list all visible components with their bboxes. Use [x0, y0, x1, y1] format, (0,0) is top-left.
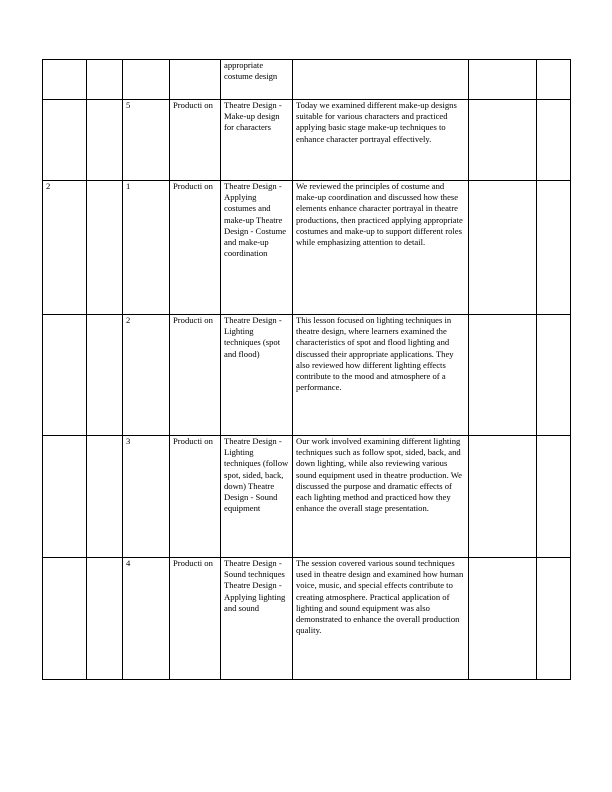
lesson-cell	[123, 100, 170, 181]
week-cell	[43, 60, 87, 100]
notes-cell	[293, 181, 469, 315]
lesson-cell	[123, 315, 170, 436]
empty-cell	[87, 436, 123, 558]
topic-cell	[221, 436, 293, 558]
empty-cell	[469, 60, 537, 100]
strand-cell	[170, 100, 221, 181]
strand-cell	[170, 558, 221, 680]
topic-cell	[221, 558, 293, 680]
strand-cell	[170, 315, 221, 436]
empty-cell	[537, 181, 571, 315]
notes-text: This lesson focused on lighting techniques in theatre design, where learners examined the characteristics of spot and flood lighting and discussed their appropriate applications. They also reviewed how different lighting effects contribute to the mood and atmosphere of a performance.	[296, 315, 454, 393]
notes-text: We reviewed the principles of costume and make-up coordination and discussed how these elements enhance character portrayal in theatre productions, then practiced applying appropriate costumes and make-up to support different roles while emphasizing attention to detail.	[296, 181, 463, 248]
week-cell	[43, 315, 87, 436]
empty-cell	[537, 100, 571, 181]
empty-cell	[469, 436, 537, 558]
week-cell	[43, 558, 87, 680]
empty-cell	[87, 60, 123, 100]
notes-text: The session covered various sound techniques used in theatre design and examined how human voice, music, and special effects contribute to creating atmosphere. Practical application of lighting and sound equipment was also demonstrated to enhance the overall production quality.	[296, 558, 464, 636]
week-cell	[43, 436, 87, 558]
strand-text: Producti on	[173, 436, 213, 446]
table-row	[43, 60, 571, 100]
lesson-text: 1	[126, 181, 131, 191]
topic-text: Theatre Design - Applying costumes and make-up Theatre Design - Costume and make-up coordination	[224, 181, 287, 259]
week-text: 2	[46, 181, 51, 191]
week-cell	[43, 100, 87, 181]
table-row	[43, 315, 571, 436]
empty-cell	[537, 558, 571, 680]
topic-text: appropriate costume design	[224, 60, 278, 82]
strand-text: Producti on	[173, 100, 213, 110]
topic-cell	[221, 60, 293, 100]
week-cell	[43, 181, 87, 315]
lesson-cell	[123, 558, 170, 680]
lesson-log-table	[42, 59, 571, 680]
notes-cell	[293, 436, 469, 558]
empty-cell	[87, 315, 123, 436]
notes-cell	[293, 100, 469, 181]
notes-cell	[293, 558, 469, 680]
topic-text: Theatre Design - Lighting techniques (spot and flood)	[224, 315, 282, 359]
lesson-text: 2	[126, 315, 131, 325]
topic-text: Theatre Design - Sound techniques Theatre Design - Applying lighting and sound	[224, 558, 286, 613]
notes-cell	[293, 315, 469, 436]
lesson-cell	[123, 60, 170, 100]
empty-cell	[537, 60, 571, 100]
lesson-text: 3	[126, 436, 131, 446]
empty-cell	[537, 315, 571, 436]
table-row	[43, 100, 571, 181]
lesson-cell	[123, 181, 170, 315]
empty-cell	[537, 436, 571, 558]
strand-cell	[170, 181, 221, 315]
topic-text: Theatre Design - Lighting techniques (follow spot, sided, back, down) Theatre Design - Sound equipment	[224, 436, 289, 514]
topic-cell	[221, 100, 293, 181]
empty-cell	[87, 100, 123, 181]
lesson-cell	[123, 436, 170, 558]
table-row	[43, 558, 571, 680]
topic-text: Theatre Design - Make-up design for characters	[224, 100, 282, 133]
notes-cell	[293, 60, 469, 100]
table-body	[43, 60, 571, 680]
table-row	[43, 181, 571, 315]
notes-text: Today we examined different make-up designs suitable for various characters and practiced applying basic stage make-up techniques to enhance character portrayal effectively.	[296, 100, 457, 144]
topic-cell	[221, 181, 293, 315]
strand-text: Producti on	[173, 315, 213, 325]
empty-cell	[469, 315, 537, 436]
lesson-text: 5	[126, 100, 131, 110]
empty-cell	[469, 181, 537, 315]
table-row	[43, 436, 571, 558]
strand-text: Producti on	[173, 181, 213, 191]
empty-cell	[469, 100, 537, 181]
empty-cell	[87, 181, 123, 315]
strand-cell	[170, 60, 221, 100]
topic-cell	[221, 315, 293, 436]
strand-cell	[170, 436, 221, 558]
strand-text: Producti on	[173, 558, 213, 568]
empty-cell	[87, 558, 123, 680]
empty-cell	[469, 558, 537, 680]
notes-text: Our work involved examining different lighting techniques such as follow spot, sided, back, and down lighting, while also reviewing various sound equipment used in theatre production. We discussed the purpose and dramatic effects of each lighting method and practiced how they enhance the overall stage presentation.	[296, 436, 462, 514]
lesson-text: 4	[126, 558, 131, 568]
